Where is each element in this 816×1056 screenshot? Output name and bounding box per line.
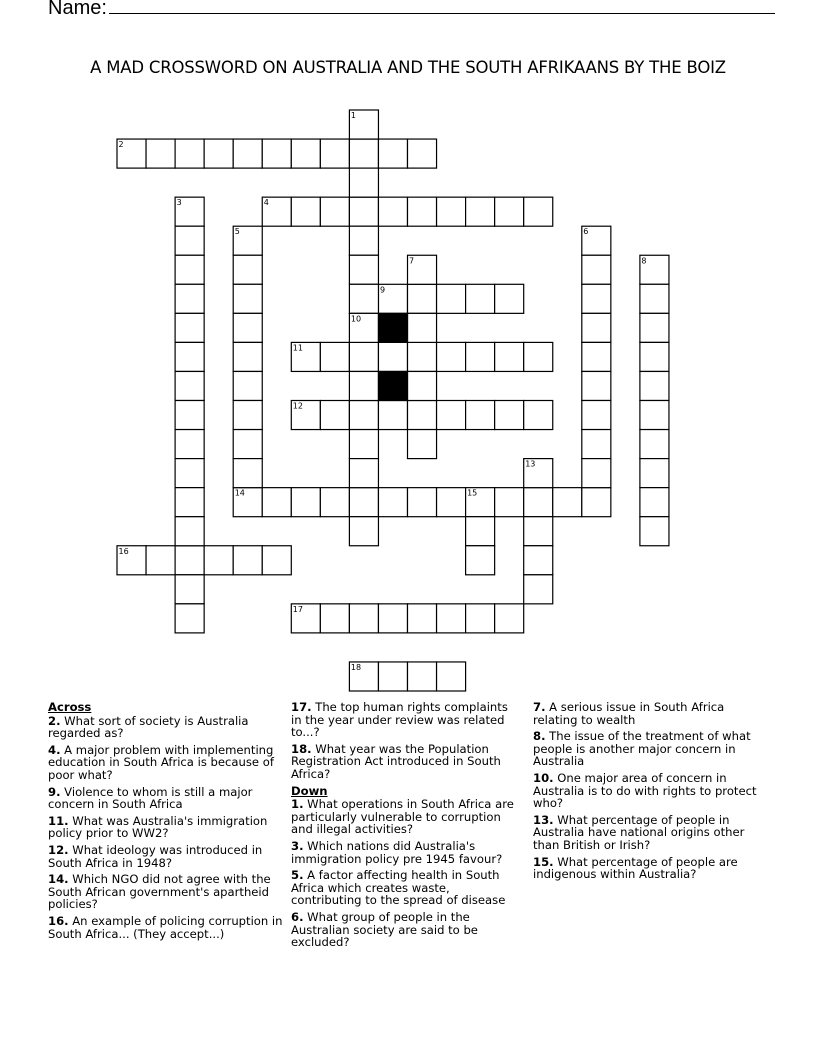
answer-cell[interactable] — [495, 401, 524, 430]
clue-heading-across: Across — [48, 700, 92, 714]
answer-cell[interactable] — [495, 284, 524, 313]
black-square — [378, 313, 407, 342]
answer-cell[interactable] — [437, 604, 466, 633]
clues-column-2 — [291, 701, 521, 953]
answer-cell[interactable] — [175, 575, 204, 604]
answer-cell[interactable] — [146, 139, 175, 168]
answer-cell[interactable] — [175, 517, 204, 546]
answer-cell[interactable] — [175, 226, 204, 255]
answer-cell[interactable] — [378, 604, 407, 633]
clue-item-number: 13. — [533, 812, 554, 827]
clue-item — [291, 840, 521, 865]
clue-item — [291, 869, 521, 907]
answer-cell[interactable] — [320, 342, 349, 371]
clue-number: 13 — [525, 459, 536, 469]
answer-cell[interactable] — [175, 604, 204, 633]
answer-cell[interactable] — [175, 255, 204, 284]
clue-item-text: What sort of society is Australia regarded as? — [48, 713, 249, 741]
clue-number: 12 — [292, 401, 303, 411]
answer-cell[interactable] — [204, 139, 233, 168]
answer-cell[interactable] — [437, 488, 466, 517]
answer-cell[interactable] — [524, 488, 553, 517]
answer-cell[interactable] — [408, 342, 437, 371]
clue-number: 18 — [350, 662, 362, 672]
answer-cell[interactable] — [408, 284, 437, 313]
answer-cell[interactable] — [640, 517, 669, 546]
clue-number: 7 — [409, 256, 415, 266]
answer-cell[interactable] — [437, 284, 466, 313]
answer-cell[interactable] — [349, 430, 378, 459]
answer-cell[interactable] — [437, 662, 466, 691]
answer-cell[interactable] — [349, 517, 378, 546]
answer-cell[interactable] — [146, 546, 175, 575]
name-label: Name: — [48, 0, 107, 19]
answer-cell[interactable] — [524, 401, 553, 430]
answer-cell[interactable] — [640, 488, 669, 517]
answer-cell[interactable] — [320, 197, 349, 226]
clue-item — [533, 730, 769, 768]
answer-cell[interactable] — [495, 604, 524, 633]
clue-number: 2 — [118, 140, 124, 150]
answer-cell[interactable] — [553, 488, 582, 517]
answer-cell[interactable] — [640, 430, 669, 459]
clue-number: 8 — [641, 256, 647, 266]
answer-cell[interactable] — [582, 371, 611, 400]
answer-cell[interactable] — [582, 430, 611, 459]
clue-item-text: A factor affecting health in South Africa which creates waste, contributing to the spread of disease — [291, 868, 506, 908]
clue-item — [48, 715, 284, 740]
answer-cell[interactable] — [378, 662, 407, 691]
clue-item-number: 1. — [291, 797, 304, 812]
clue-item — [533, 701, 769, 726]
answer-cell[interactable] — [408, 197, 437, 226]
answer-cell[interactable] — [233, 139, 262, 168]
clue-item — [291, 701, 521, 739]
clue-item-number: 11. — [48, 813, 69, 828]
clue-item-number: 7. — [533, 700, 546, 714]
clue-item-number: 18. — [291, 741, 312, 756]
clue-item — [291, 911, 521, 949]
clue-item-text: The issue of the treatment of what people is another major concern in Australia — [533, 729, 751, 769]
clue-number: 3 — [176, 198, 182, 208]
answer-cell[interactable] — [175, 488, 204, 517]
answer-cell[interactable] — [262, 488, 291, 517]
answer-cell[interactable] — [291, 197, 320, 226]
answer-cell[interactable] — [466, 401, 495, 430]
clue-item — [48, 786, 284, 811]
answer-cell[interactable] — [349, 197, 378, 226]
answer-cell[interactable] — [640, 371, 669, 400]
clue-item — [533, 772, 769, 810]
clue-number: 16 — [118, 546, 129, 556]
clue-item — [291, 798, 521, 836]
clue-number: 1 — [350, 111, 356, 120]
answer-cell[interactable] — [175, 459, 204, 488]
answer-cell[interactable] — [466, 284, 495, 313]
answer-cell[interactable] — [408, 662, 437, 691]
answer-cell[interactable] — [582, 459, 611, 488]
clue-item-text: What percentage of people are indigenous within Australia? — [533, 854, 738, 882]
answer-cell[interactable] — [466, 197, 495, 226]
answer-cell[interactable] — [233, 430, 262, 459]
clue-item-number: 17. — [291, 700, 312, 714]
answer-cell[interactable] — [582, 401, 611, 430]
clue-item-text: A serious issue in South Africa relating to wealth — [533, 700, 725, 727]
clue-item-text: What operations in South Africa are particularly vulnerable to corruption and illegal activities? — [291, 797, 514, 837]
answer-cell[interactable] — [378, 488, 407, 517]
answer-cell[interactable] — [582, 284, 611, 313]
answer-cell[interactable] — [204, 546, 233, 575]
answer-cell[interactable] — [378, 197, 407, 226]
clue-item — [48, 815, 284, 840]
answer-cell[interactable] — [262, 546, 291, 575]
answer-cell[interactable] — [233, 255, 262, 284]
answer-cell[interactable] — [233, 284, 262, 313]
clue-item-text: What year was the Population Registration Act introduced in South Africa? — [291, 741, 501, 781]
clue-item — [533, 814, 769, 852]
answer-cell[interactable] — [320, 488, 349, 517]
answer-cell[interactable] — [175, 430, 204, 459]
answer-cell[interactable] — [640, 313, 669, 342]
clue-item-number: 15. — [533, 854, 554, 869]
answer-cell[interactable] — [408, 401, 437, 430]
answer-cell[interactable] — [349, 226, 378, 255]
answer-cell[interactable] — [349, 168, 378, 197]
clue-item — [48, 844, 284, 869]
clue-item — [291, 743, 521, 781]
answer-cell[interactable] — [437, 401, 466, 430]
answer-cell[interactable] — [437, 197, 466, 226]
answer-cell[interactable] — [233, 313, 262, 342]
clue-item-number: 12. — [48, 842, 69, 857]
answer-cell[interactable] — [175, 546, 204, 575]
answer-cell[interactable] — [466, 517, 495, 546]
answer-cell[interactable] — [320, 139, 349, 168]
answer-cell[interactable] — [233, 459, 262, 488]
answer-cell[interactable] — [582, 342, 611, 371]
clues-column-1 — [48, 701, 284, 944]
answer-cell[interactable] — [408, 430, 437, 459]
answer-cell[interactable] — [175, 313, 204, 342]
clue-number: 5 — [234, 227, 240, 237]
clue-item-text: What group of people in the Australian society are said to be excluded? — [291, 909, 478, 950]
answer-cell[interactable] — [408, 313, 437, 342]
clue-item-text: Violence to whom is still a major concern in South Africa — [48, 784, 253, 812]
answer-cell[interactable] — [640, 342, 669, 371]
clue-item-number: 16. — [48, 913, 69, 928]
clue-item-text: An example of policing corruption in South Africa... (They accept...) — [48, 913, 283, 941]
answer-cell[interactable] — [408, 488, 437, 517]
answer-cell[interactable] — [349, 604, 378, 633]
answer-cell[interactable] — [349, 255, 378, 284]
clue-number: 9 — [379, 285, 386, 295]
answer-cell[interactable] — [640, 459, 669, 488]
answer-cell[interactable] — [378, 401, 407, 430]
black-square — [378, 371, 407, 400]
clue-item-number: 2. — [48, 713, 61, 728]
answer-cell[interactable] — [466, 546, 495, 575]
answer-cell[interactable] — [175, 371, 204, 400]
answer-cell[interactable] — [233, 401, 262, 430]
answer-cell[interactable] — [349, 488, 378, 517]
clue-item-number: 8. — [533, 729, 546, 744]
answer-cell[interactable] — [640, 284, 669, 313]
answer-cell[interactable] — [524, 342, 553, 371]
answer-cell[interactable] — [175, 139, 204, 168]
clue-item-text: Which nations did Australia's immigration policy pre 1945 favour? — [291, 838, 503, 866]
answer-cell[interactable] — [349, 371, 378, 400]
answer-cell[interactable] — [495, 488, 524, 517]
answer-cell[interactable] — [524, 575, 553, 604]
clue-item-number: 3. — [291, 838, 304, 853]
answer-cell[interactable] — [582, 488, 611, 517]
clue-number: 14 — [234, 488, 245, 498]
answer-cell[interactable] — [349, 284, 378, 313]
answer-cell[interactable] — [175, 284, 204, 313]
clue-item — [48, 744, 284, 782]
answer-cell[interactable] — [640, 401, 669, 430]
answer-cell[interactable] — [175, 342, 204, 371]
clue-item — [533, 856, 769, 881]
answer-cell[interactable] — [291, 139, 320, 168]
clue-item-text: A major problem with implementing education in South Africa is because of poor what? — [48, 742, 274, 782]
answer-cell[interactable] — [262, 139, 291, 168]
answer-cell[interactable] — [233, 342, 262, 371]
answer-cell[interactable] — [233, 371, 262, 400]
clue-item-number: 9. — [48, 784, 61, 799]
clues-column-3 — [533, 701, 769, 885]
answer-cell[interactable] — [466, 342, 495, 371]
clue-item — [48, 915, 284, 940]
answer-cell[interactable] — [466, 604, 495, 633]
clue-item-number: 10. — [533, 770, 554, 785]
clue-item-text: What was Australia's immigration policy prior to WW2? — [48, 813, 268, 841]
answer-cell[interactable] — [524, 197, 553, 226]
clue-number: 6 — [583, 227, 589, 237]
clue-item-text: What percentage of people in Australia have national origins other than British or Irish? — [533, 812, 745, 852]
answer-cell[interactable] — [175, 401, 204, 430]
clue-number: 10 — [350, 314, 362, 324]
clue-item-number: 14. — [48, 872, 69, 887]
clue-item-text: One major area of concern in Australia is to do with rights to protect who? — [533, 770, 757, 811]
answer-cell[interactable] — [582, 313, 611, 342]
answer-cell[interactable] — [582, 255, 611, 284]
answer-cell[interactable] — [349, 459, 378, 488]
answer-cell[interactable] — [378, 139, 407, 168]
answer-cell[interactable] — [291, 488, 320, 517]
clue-item-text: The top human rights complaints in the year under review was related to...? — [291, 700, 508, 740]
clue-number: 17 — [292, 604, 303, 614]
clue-number: 4 — [263, 198, 269, 208]
answer-cell[interactable] — [408, 371, 437, 400]
answer-cell[interactable] — [320, 401, 349, 430]
page-title: A MAD CROSSWORD ON AUSTRALIA AND THE SOUTH AFRIKAANS BY THE BOIZ — [90, 58, 726, 77]
clue-item-text: Which NGO did not agree with the South African government's apartheid policies? — [48, 872, 271, 912]
clue-item-number: 5. — [291, 868, 304, 883]
answer-cell[interactable] — [495, 197, 524, 226]
clue-item — [48, 873, 284, 911]
clue-number: 15 — [467, 488, 478, 498]
answer-cell[interactable] — [408, 604, 437, 633]
answer-cell[interactable] — [495, 342, 524, 371]
answer-cell[interactable] — [320, 604, 349, 633]
answer-cell[interactable] — [437, 342, 466, 371]
answer-cell[interactable] — [524, 546, 553, 575]
answer-cell[interactable] — [349, 342, 378, 371]
answer-cell[interactable] — [233, 546, 262, 575]
clue-item-number: 4. — [48, 742, 61, 757]
clue-number: 11 — [292, 343, 303, 353]
answer-cell[interactable] — [378, 342, 407, 371]
answer-cell[interactable] — [349, 401, 378, 430]
answer-cell[interactable] — [349, 139, 378, 168]
answer-cell[interactable] — [408, 139, 437, 168]
clue-item-number: 6. — [291, 909, 304, 924]
clue-heading-down: Down — [291, 783, 328, 798]
clue-item-text: What ideology was introduced in South Africa in 1948? — [48, 842, 263, 870]
answer-cell[interactable] — [524, 517, 553, 546]
